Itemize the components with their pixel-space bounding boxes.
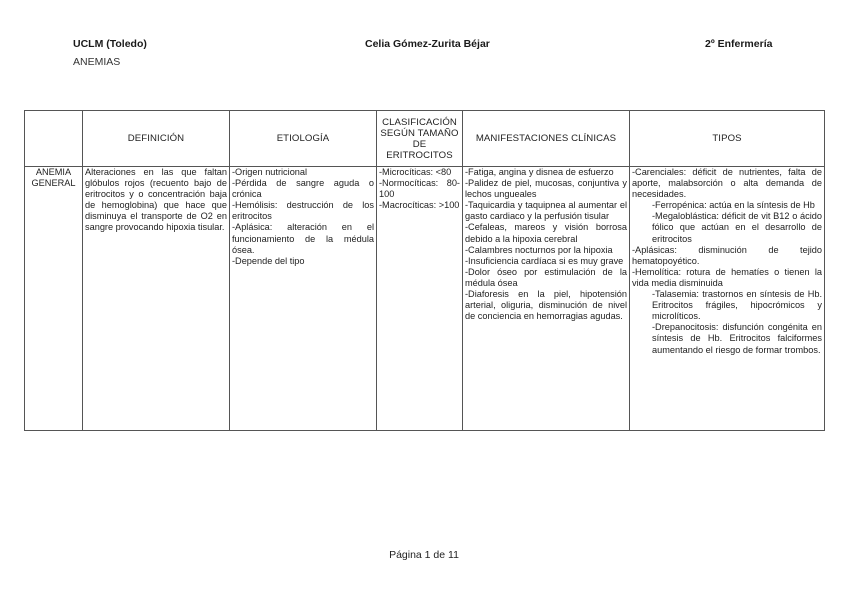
tipo-subitem: -Drepanocitosis: disfunción congénita en síntesis de Hb. Eritrocitos falciformes aumentando el riesgo de formar trombos. [652,322,822,355]
manifestacion-item: -Fatiga, angina y disnea de esfuerzo [465,167,614,177]
tipo-subitem: -Talasemia: trastornos en síntesis de Hb. Eritrocitos frágiles, hipocrómicos y microlíticos. [652,289,822,322]
tipo-item: -Aplásicas: disminución de tejido hematopoyético. [632,244,822,266]
tipo-item: -Carenciales: déficit de nutrientes, falta de aporte, malabsorción o alta demanda de necesidades. [632,167,822,200]
etiologia-item: -Pérdida de sangre aguda o crónica [232,178,374,200]
header-cell-etiologia: ETIOLOGÍA [230,111,377,167]
cell-etiologia [230,167,377,431]
table-header-row [25,111,825,167]
tipo-subitem: -Ferropénica: actúa en la síntesis de Hb [652,200,815,211]
cell-manifestaciones [463,167,630,431]
page-number: Página 1 de 11 [389,549,459,561]
clasificacion-item: -Microcíticas: <80 [379,167,452,177]
document-subtitle: ANEMIAS [73,56,121,68]
header-cell-manifestaciones: MANIFESTACIONES CLÍNICAS [463,111,630,167]
clasificacion-item: -Macrocíticas: >100 [379,200,460,211]
anemia-table [24,110,825,431]
cell-clasificacion [377,167,463,431]
manifestacion-item: -Cefaleas, mareos y visión borrosa debido a la hipoxia cerebral [465,222,627,244]
manifestacion-item: -Dolor óseo por estimulación de la médula ósea [465,266,627,288]
header-author: Celia Gómez-Zurita Béjar [365,38,490,50]
header-institution: UCLM (Toledo) [73,38,147,50]
cell-tipos [630,167,825,431]
header-cell-clasificacion: CLASIFICACIÓN SEGÚN TAMAÑO DE ERITROCITOS [377,111,463,167]
manifestacion-item: -Calambres nocturnos por la hipoxia [465,244,613,255]
etiologia-item: -Origen nutricional [232,167,308,177]
clasificacion-item: -Normocíticas: 80-100 [379,178,460,200]
manifestacion-item: -Diaforesis en la piel, hipotensión arterial, oliguria, disminución de nivel de conciencia en hemorragias agudas. [465,289,627,322]
tipo-subitem: -Megaloblástica: déficit de vit B12 o ácido fólico que actúan en el desarrollo de eritrocitos [652,211,822,244]
manifestacion-item: -Taquicardia y taquipnea al aumentar el gasto cardiaco y la perfusión tisular [465,200,627,222]
cell-definicion: Alteraciones en las que faltan glóbulos rojos (recuento bajo de eritrocitos y o concentración baja de hemoglobina) que hace que disminuya el transporte de O2 en sangre provocando hipoxia tisular. [83,167,230,431]
tipo-item: -Hemolítica: rotura de hematíes o tienen la vida media disminuida [632,266,822,288]
manifestacion-item: -Insuficiencia cardíaca si es muy grave [465,255,624,266]
etiologia-item: -Aplásica: alteración en el funcionamiento de la médula ósea. [232,222,374,255]
etiologia-item: -Hemólisis: destrucción de los eritrocitos [232,200,374,222]
table-row [25,167,825,431]
header-cell-tipos: TIPOS [630,111,825,167]
row-label: ANEMIA GENERAL [25,167,83,431]
header-cell-definicion: DEFINICIÓN [83,111,230,167]
header-course: 2º Enfermería [705,38,773,50]
etiologia-item: -Depende del tipo [232,255,305,266]
header-cell-empty [25,111,83,167]
manifestacion-item: -Palidez de piel, mucosas, conjuntiva y lechos ungueales [465,178,627,200]
